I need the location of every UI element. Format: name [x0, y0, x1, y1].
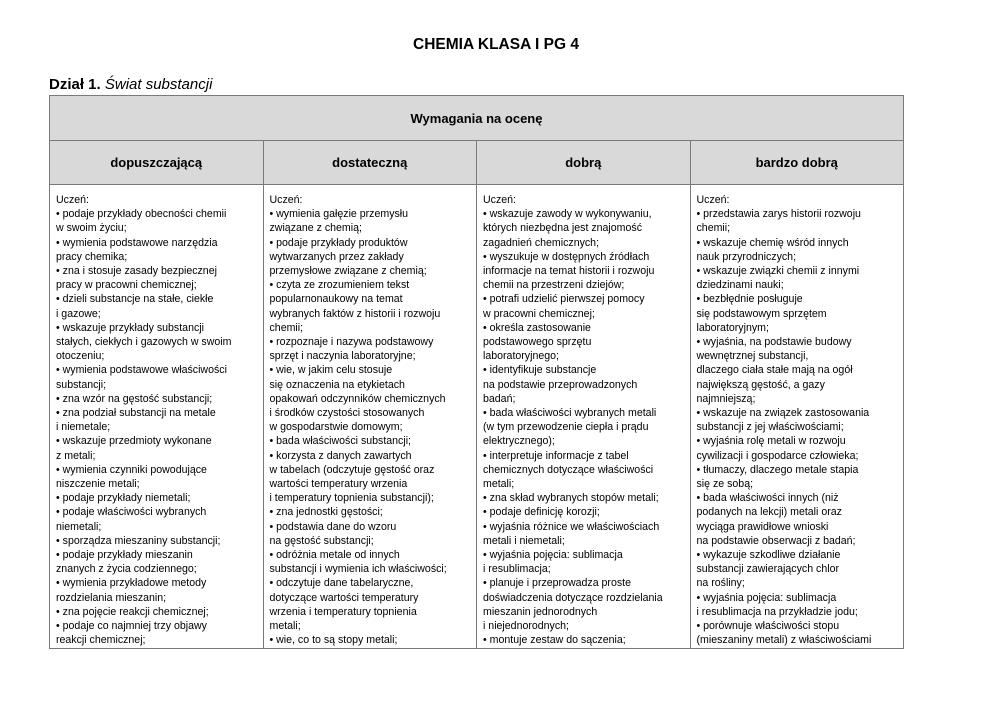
requirement-line: popularnonaukowy na temat — [269, 293, 403, 306]
requirement-line: podanych na lekcji) metali oraz — [696, 506, 842, 519]
requirements-column — [264, 185, 478, 648]
requirement-line: chemicznych dotyczące właściwości — [483, 463, 654, 476]
section-name: Świat substancji — [104, 76, 213, 93]
requirement-line: doświadczenia dotyczące rozdzielania — [483, 591, 663, 604]
column-lead: Uczeń: — [483, 194, 516, 206]
requirement-line: na podstawie przeprowadzonych — [483, 378, 638, 391]
requirement-line: • sporządza mieszaniny substancji; — [56, 534, 221, 547]
requirement-line: • wskazuje związki chemii z innymi — [696, 265, 860, 278]
requirement-line: • określa zastosowanie — [483, 321, 591, 334]
requirement-line: • wyjaśnia pojęcia: sublimacja — [483, 549, 623, 562]
requirement-line: wyciąga prawidłowe wnioski — [696, 520, 829, 533]
requirement-line: wybranych faktów z historii i rozwoju — [269, 307, 441, 320]
requirement-line: • wymienia podstawowe narzędzia — [56, 236, 218, 249]
requirement-line: • zna podział substancji na metale — [56, 407, 216, 420]
requirement-line: • podaje definicję korozji; — [483, 506, 600, 519]
requirement-line: największą gęstość, a gazy — [696, 378, 825, 391]
requirement-line: • przedstawia zarys historii rozwoju — [696, 208, 861, 221]
requirement-line: • wskazuje przykłady substancji — [56, 321, 204, 334]
requirement-line: • czyta ze zrozumieniem tekst — [269, 279, 410, 292]
column-lead: Uczeń: — [696, 194, 730, 206]
requirement-line: • wyjaśnia pojęcia: sublimacja — [696, 591, 837, 604]
requirement-line: laboratoryjnego; — [483, 350, 559, 363]
grade-header-dopuszczajaca: dopuszczającą — [50, 141, 264, 184]
requirement-line: mieszanin jednorodnych — [483, 605, 598, 618]
requirement-line: cywilizacji i gospodarce człowieka; — [696, 449, 859, 462]
requirements-table — [49, 95, 904, 649]
section-heading — [49, 76, 212, 93]
requirement-line: • wskazuje chemię wśród innych — [696, 236, 849, 249]
requirement-line: (w tym przewodzenie ciepła i prądu — [483, 421, 649, 434]
requirement-line: • wskazuje zawody w wykonywaniu, — [483, 208, 652, 221]
requirement-line: w gospodarstwie domowym; — [269, 421, 403, 434]
requirement-line: których niezbędna jest znajomość — [483, 222, 642, 235]
requirement-line: • korzysta z danych zawartych — [269, 449, 412, 462]
requirement-line: • wyjaśnia rolę metali w rozwoju — [696, 435, 846, 448]
requirement-line: • wykazuje szkodliwe działanie — [696, 549, 841, 562]
requirement-line: • wyjaśnia różnice we właściwościach — [483, 520, 660, 533]
requirement-line: • podaje co najmniej trzy objawy — [56, 620, 207, 633]
requirement-line: (mieszaniny metali) z właściwościami — [696, 634, 872, 647]
requirement-line: • wymienia czynniki powodujące — [56, 463, 207, 476]
requirement-line: chemii; — [269, 321, 304, 334]
requirement-line: • odczytuje dane tabelaryczne, — [269, 577, 414, 590]
requirement-line: substancji i wymienia ich właściwości; — [269, 563, 447, 576]
requirement-line: • porównuje właściwości stopu — [696, 620, 840, 633]
table-main-header: Wymagania na ocenę — [50, 96, 903, 141]
requirement-line: wrzenia i temperatury topnienia — [269, 605, 417, 618]
requirement-line: • wyszukuje w dostępnych źródłach — [483, 250, 650, 263]
requirement-line: • podaje przykłady mieszanin — [56, 549, 193, 562]
requirement-line: niszczenie metali; — [56, 478, 140, 491]
requirement-line: • podaje właściwości wybranych — [56, 506, 207, 519]
requirement-line: substancji; — [56, 378, 107, 391]
requirement-line: laboratoryjnym; — [696, 321, 769, 334]
requirement-line: w pracowni chemicznej; — [483, 307, 595, 320]
requirement-line: i resublimacja; — [483, 563, 551, 576]
requirement-line: otoczeniu; — [56, 350, 105, 363]
requirement-line: na gęstość substancji; — [269, 534, 374, 547]
requirements-body-row — [50, 185, 903, 648]
requirement-line: • podaje przykłady produktów — [269, 236, 408, 249]
requirements-column — [50, 185, 264, 648]
requirement-line: badań; — [483, 392, 516, 405]
requirement-line: chemii na przestrzeni dziejów; — [483, 279, 625, 292]
requirement-line: w tabelach (odczytuje gęstość oraz — [269, 463, 435, 476]
requirement-line: • podaje przykłady niemetali; — [56, 492, 191, 505]
grade-header-bardzo-dobra: bardzo dobrą — [755, 155, 838, 170]
requirement-line: i niemetale; — [56, 421, 111, 434]
requirement-line: sprzęt i naczynia laboratoryjne; — [269, 350, 416, 363]
requirement-line: • wie, co to są stopy metali; — [269, 634, 398, 647]
requirement-line: i gazowe; — [56, 307, 101, 320]
requirement-line: • podaje przykłady obecności chemii — [56, 208, 227, 221]
requirement-line: i środków czystości stosowanych — [269, 407, 425, 420]
requirement-line: substancji z jej właściwościami; — [696, 421, 844, 434]
requirement-line: nauk przyrodniczych; — [696, 250, 797, 263]
requirement-line: • dzieli substancje na stałe, ciekłe — [56, 293, 214, 306]
requirement-line: • wymienia przykładowe metody — [56, 577, 207, 590]
requirement-line: substancji zawierających chlor — [696, 563, 839, 576]
requirement-line: pracy w pracowni chemicznej; — [56, 279, 197, 292]
requirement-line: i niejednorodnych; — [483, 620, 569, 633]
requirement-line: • bezbłędnie posługuje — [696, 293, 803, 306]
requirement-line: pracy chemika; — [56, 250, 128, 263]
requirement-line: • wskazuje na związek zastosowania — [696, 407, 870, 420]
requirement-line: stałych, ciekłych i gazowych w swoim — [56, 336, 232, 349]
requirement-line: wytwarzanych przez zakłady — [269, 250, 404, 263]
requirement-line: elektrycznego); — [483, 435, 555, 448]
requirement-line: rozdzielania mieszanin; — [56, 591, 167, 604]
requirement-line: na rośliny; — [696, 577, 745, 590]
column-lead: Uczeń: — [269, 194, 303, 206]
requirement-line: • tłumaczy, dlaczego metale stapia — [696, 463, 859, 476]
requirement-line: wartości temperatury wrzenia — [269, 478, 408, 491]
requirement-line: • identyfikuje substancje — [483, 364, 597, 377]
requirements-column — [477, 185, 691, 648]
page-title: CHEMIA KLASA I PG 4 — [413, 36, 579, 53]
grade-header-row — [50, 141, 903, 185]
requirement-line: • bada właściwości innych (niż — [696, 492, 839, 505]
requirement-line: i resublimacja na przykładzie jodu; — [696, 605, 858, 618]
requirement-line: • bada właściwości substancji; — [269, 435, 411, 448]
requirement-line: z metali; — [56, 449, 96, 462]
requirement-line: metali; — [269, 620, 301, 633]
requirement-line: • zna pojęcie reakcji chemicznej; — [56, 605, 209, 618]
requirement-line: najmniejszą; — [696, 392, 756, 405]
requirement-line: na podstawie obserwacji z badań; — [696, 534, 856, 547]
requirement-line: • podstawia dane do wzoru — [269, 520, 397, 533]
requirement-line: się ze sobą; — [696, 478, 754, 491]
requirement-line: • montuje zestaw do sączenia; — [483, 634, 626, 647]
requirement-line: • wymienia podstawowe właściwości — [56, 364, 227, 377]
requirement-line: i temperatury topnienia substancji); — [269, 492, 434, 505]
grade-header-dostateczna: dostateczną — [264, 141, 478, 184]
requirement-line: informacje na temat historii i rozwoju — [483, 265, 655, 278]
requirement-line: dziedzinami nauki; — [696, 279, 784, 292]
requirement-line: podstawowego sprzętu — [483, 336, 592, 349]
requirement-line: • wskazuje przedmioty wykonane — [56, 435, 212, 448]
section-number: Dział 1. — [49, 76, 101, 93]
requirement-line: opakowań odczynników chemicznych — [269, 392, 446, 405]
requirement-line: • zna wzór na gęstość substancji; — [56, 392, 213, 405]
requirement-line: niemetali; — [56, 520, 102, 533]
requirement-line: • zna jednostki gęstości; — [269, 506, 383, 519]
grade-header-dobra: dobrą — [477, 141, 691, 184]
requirement-line: związane z chemią; — [269, 222, 362, 235]
requirement-line: przemysłowe związane z chemią; — [269, 265, 427, 278]
column-lead: Uczeń: — [56, 194, 89, 206]
requirement-line: chemii; — [696, 222, 731, 235]
requirement-line: znanych z życia codziennego; — [56, 563, 197, 576]
requirement-line: • wymienia gałęzie przemysłu — [269, 208, 409, 221]
requirement-line: • wyjaśnia, na podstawie budowy — [696, 336, 852, 349]
requirement-line: • wie, w jakim celu stosuje — [269, 364, 393, 377]
requirement-line: zagadnień chemicznych; — [483, 236, 600, 249]
requirement-line: • planuje i przeprowadza proste — [483, 577, 631, 590]
requirement-line: • odróżnia metale od innych — [269, 549, 400, 562]
requirement-line: dotyczące wartości temperatury — [269, 591, 419, 604]
requirement-line: reakcji chemicznej; — [56, 634, 146, 647]
requirement-line: w swoim życiu; — [56, 222, 127, 235]
requirements-column — [691, 185, 904, 648]
requirement-line: • zna skład wybranych stopów metali; — [483, 492, 659, 505]
requirement-line: się oznaczenia na etykietach — [269, 378, 405, 391]
requirement-line: • rozpoznaje i nazywa podstawowy — [269, 336, 434, 349]
requirement-line: • bada właściwości wybranych metali — [483, 407, 657, 420]
requirement-line: dlaczego ciała stałe mają na ogół — [696, 364, 853, 377]
requirement-line: się podstawowym sprzętem — [696, 307, 827, 320]
requirement-line: • interpretuje informacje z tabel — [483, 449, 629, 462]
requirement-line: wewnętrznej substancji, — [696, 350, 809, 363]
requirement-line: • potrafi udzielić pierwszej pomocy — [483, 293, 645, 306]
requirement-line: • zna i stosuje zasady bezpiecznej — [56, 265, 217, 278]
requirement-line: metali i niemetali; — [483, 534, 565, 547]
requirement-line: metali; — [483, 478, 515, 491]
